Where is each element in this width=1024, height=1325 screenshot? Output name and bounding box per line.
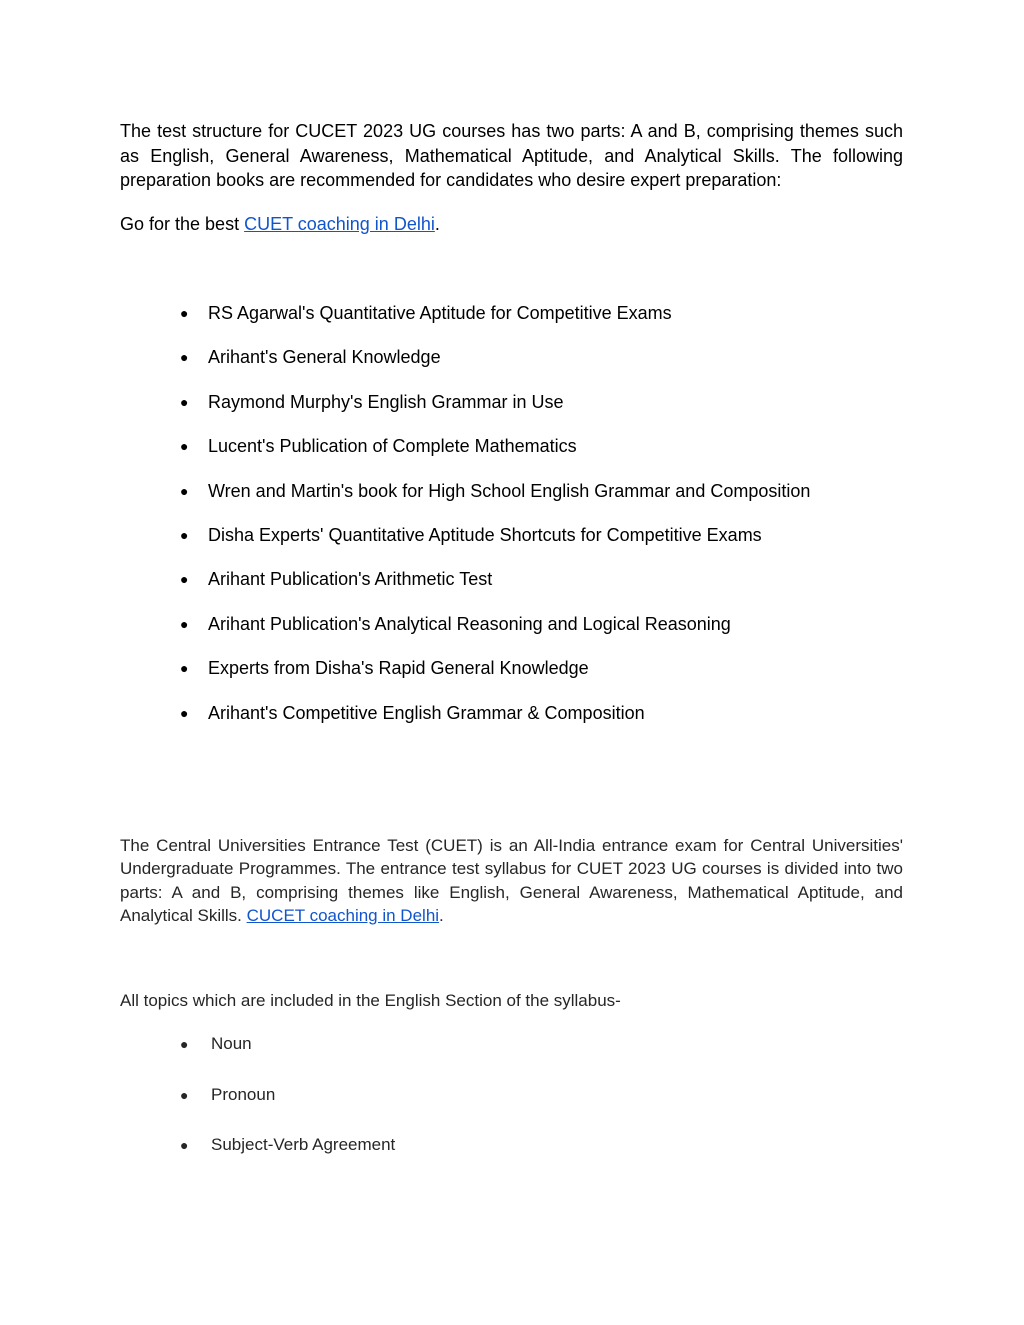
bullet-icon: ● [180,526,189,543]
bullet-icon: ● [180,349,189,366]
bullet-icon: ● [180,571,189,588]
cuet-coaching-link[interactable]: CUET coaching in Delhi [244,214,435,234]
about-suffix: . [439,905,444,925]
book-title: Disha Experts' Quantitative Aptitude Shortcuts for Competitive Exams [208,524,762,545]
book-title: Lucent's Publication of Complete Mathematics [208,436,577,457]
bullet-icon: ● [180,393,189,410]
bullet-icon: ● [180,482,189,499]
book-title: RS Agarwal's Quantitative Aptitude for Competitive Exams [208,303,672,323]
coaching-paragraph [120,212,903,237]
cucet-coaching-link[interactable]: CUCET coaching in Delhi [246,905,440,925]
coaching-prefix: Go for the best [120,214,245,234]
topic-name: Pronoun [211,1084,276,1104]
book-title: Experts from Disha's Rapid General Knowledge [208,658,589,679]
intro-paragraph: The test structure for CUCET 2023 UG courses has two parts: A and B, comprising themes such as English, General Awareness, Mathematical Aptitude, and Analytical Skills. The following preparation books are recommended for candidates who desire expert preparation: [120,121,903,190]
book-title: Arihant's Competitive English Grammar & Composition [208,702,645,723]
book-title: Raymond Murphy's English Grammar in Use [208,391,564,412]
bullet-icon: ● [180,1086,189,1103]
bullet-icon: ● [180,438,189,455]
topic-name: Noun [211,1034,252,1053]
about-text: The Central Universities Entrance Test (CUET) is an All-India entrance exam for Central Universities' Undergraduate Programmes. The entrance test syllabus for CUET 2023 UG courses is divided into two parts: A and B, comprising themes like English, General Awareness, Mathematical Aptitude, and Analytical Skills. [120,836,903,925]
topic-name: Subject-Verb Agreement [211,1135,396,1154]
book-title: Arihant Publication's Arithmetic Test [208,569,493,590]
bullet-icon: ● [180,704,189,721]
bullet-icon: ● [180,660,189,677]
book-title: Arihant's General Knowledge [208,347,441,368]
coaching-suffix: . [434,214,440,234]
english-section-heading: All topics which are included in the English Section of the syllabus- [120,991,621,1010]
bullet-icon: ● [180,1036,189,1052]
about-cuet-paragraph [120,834,903,927]
bullet-icon: ● [180,305,189,321]
book-title: Wren and Martin's book for High School English Grammar and Composition [208,480,811,501]
book-title: Arihant Publication's Analytical Reasoning and Logical Reasoning [208,613,731,634]
bullet-icon: ● [180,1137,189,1153]
bullet-icon: ● [180,615,189,632]
